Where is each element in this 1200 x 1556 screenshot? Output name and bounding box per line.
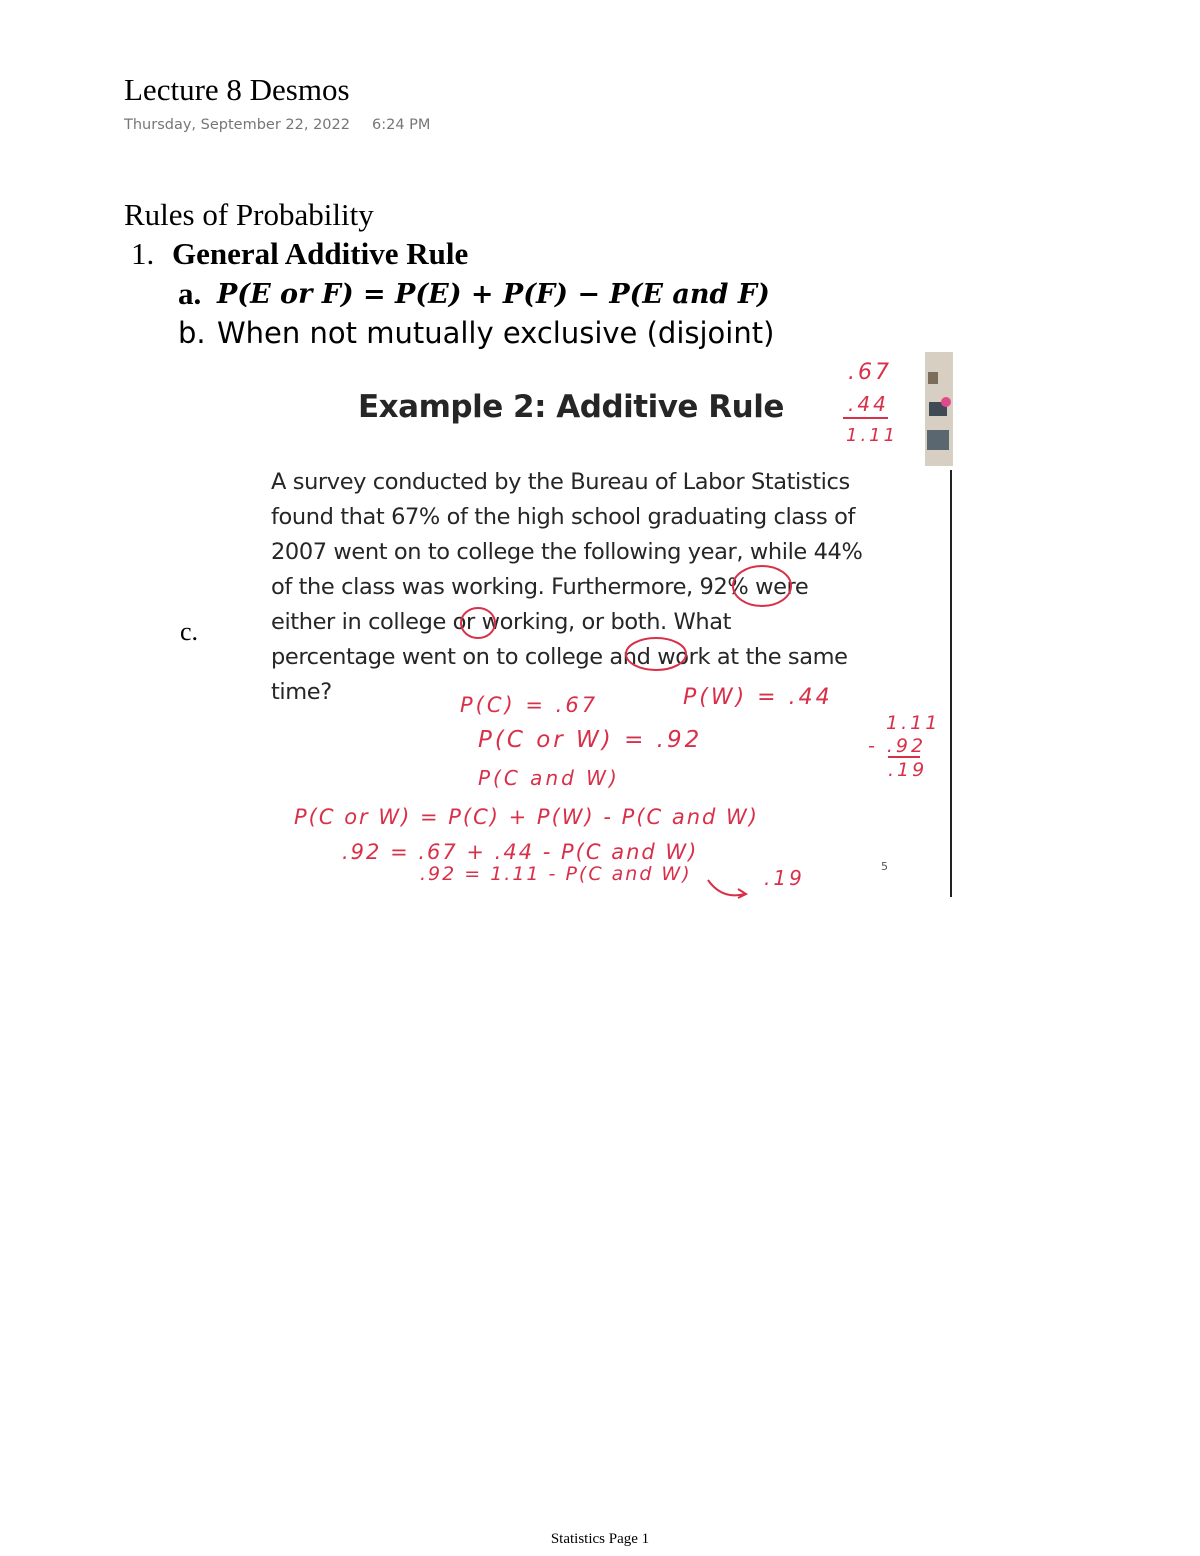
circle-or <box>461 608 495 638</box>
note-time: 6:24 PM <box>372 117 431 133</box>
hw-top-sum-3: 1.11 <box>846 425 899 446</box>
section-heading: Rules of Probability <box>124 197 374 232</box>
page-footer: Statistics Page 1 <box>550 1531 650 1547</box>
hw-pc-or-w: P(C or W) = .92 <box>478 727 703 753</box>
hw-pw: P(W) = .44 <box>683 685 833 710</box>
photo-flower <box>941 397 951 407</box>
note-marker: b. <box>178 316 206 350</box>
hw-sub-1: 1.11 <box>886 712 941 734</box>
slide-body-line: 2007 went on to college the following year, while 44% <box>271 539 863 565</box>
answer-arrow-head <box>738 889 746 898</box>
hw-top-sum-2: .44 <box>848 392 889 416</box>
formula-marker: a. <box>178 276 202 311</box>
rule-number: 1. <box>131 236 155 271</box>
hw-sub-2: - .92 <box>868 735 927 757</box>
note-title: Lecture 8 Desmos <box>124 72 350 107</box>
hw-pc: P(C) = .67 <box>460 693 599 717</box>
additive-rule-formula: P(E or F) = P(E) + P(F) − P(E and F) <box>217 279 770 310</box>
rule-title: General Additive Rule <box>172 236 469 271</box>
photo-frame <box>927 430 949 450</box>
circle-and <box>626 638 686 670</box>
hw-pc-and-w: P(C and W) <box>478 766 620 790</box>
hw-equation-3: .92 = 1.11 - P(C and W) <box>420 863 692 885</box>
circle-92-percent <box>733 566 791 606</box>
slide-body-line: of the class was working. Furthermore, 92% were <box>271 574 809 600</box>
hw-equation-2: .92 = .67 + .44 - P(C and W) <box>342 840 699 864</box>
hw-equation-1: P(C or W) = P(C) + P(W) - P(C and W) <box>294 805 759 829</box>
slide-body-line: A survey conducted by the Bureau of Labor Statistics <box>271 469 850 495</box>
slide-title: Example 2: Additive Rule <box>358 389 784 425</box>
hw-answer: .19 <box>764 866 805 890</box>
slide-body-line: percentage went on to college and work at the same <box>271 644 848 670</box>
photo-shelf <box>928 372 938 384</box>
item-c-marker: c. <box>180 617 199 646</box>
answer-arrow <box>708 880 745 895</box>
hw-sub-3: .19 <box>888 759 928 781</box>
slide-page-number: 5 <box>881 860 888 873</box>
slide-body-line: found that 67% of the high school graduating class of <box>271 504 855 530</box>
note-date: Thursday, September 22, 2022 <box>124 117 350 133</box>
slide-body-line: either in college or working, or both. What <box>271 609 732 635</box>
mutually-exclusive-note: When not mutually exclusive (disjoint) <box>217 316 775 350</box>
slide-photo-fragment <box>925 352 953 466</box>
slide-body-line: time? <box>271 679 332 705</box>
hw-top-sum-1: .67 <box>848 360 892 385</box>
